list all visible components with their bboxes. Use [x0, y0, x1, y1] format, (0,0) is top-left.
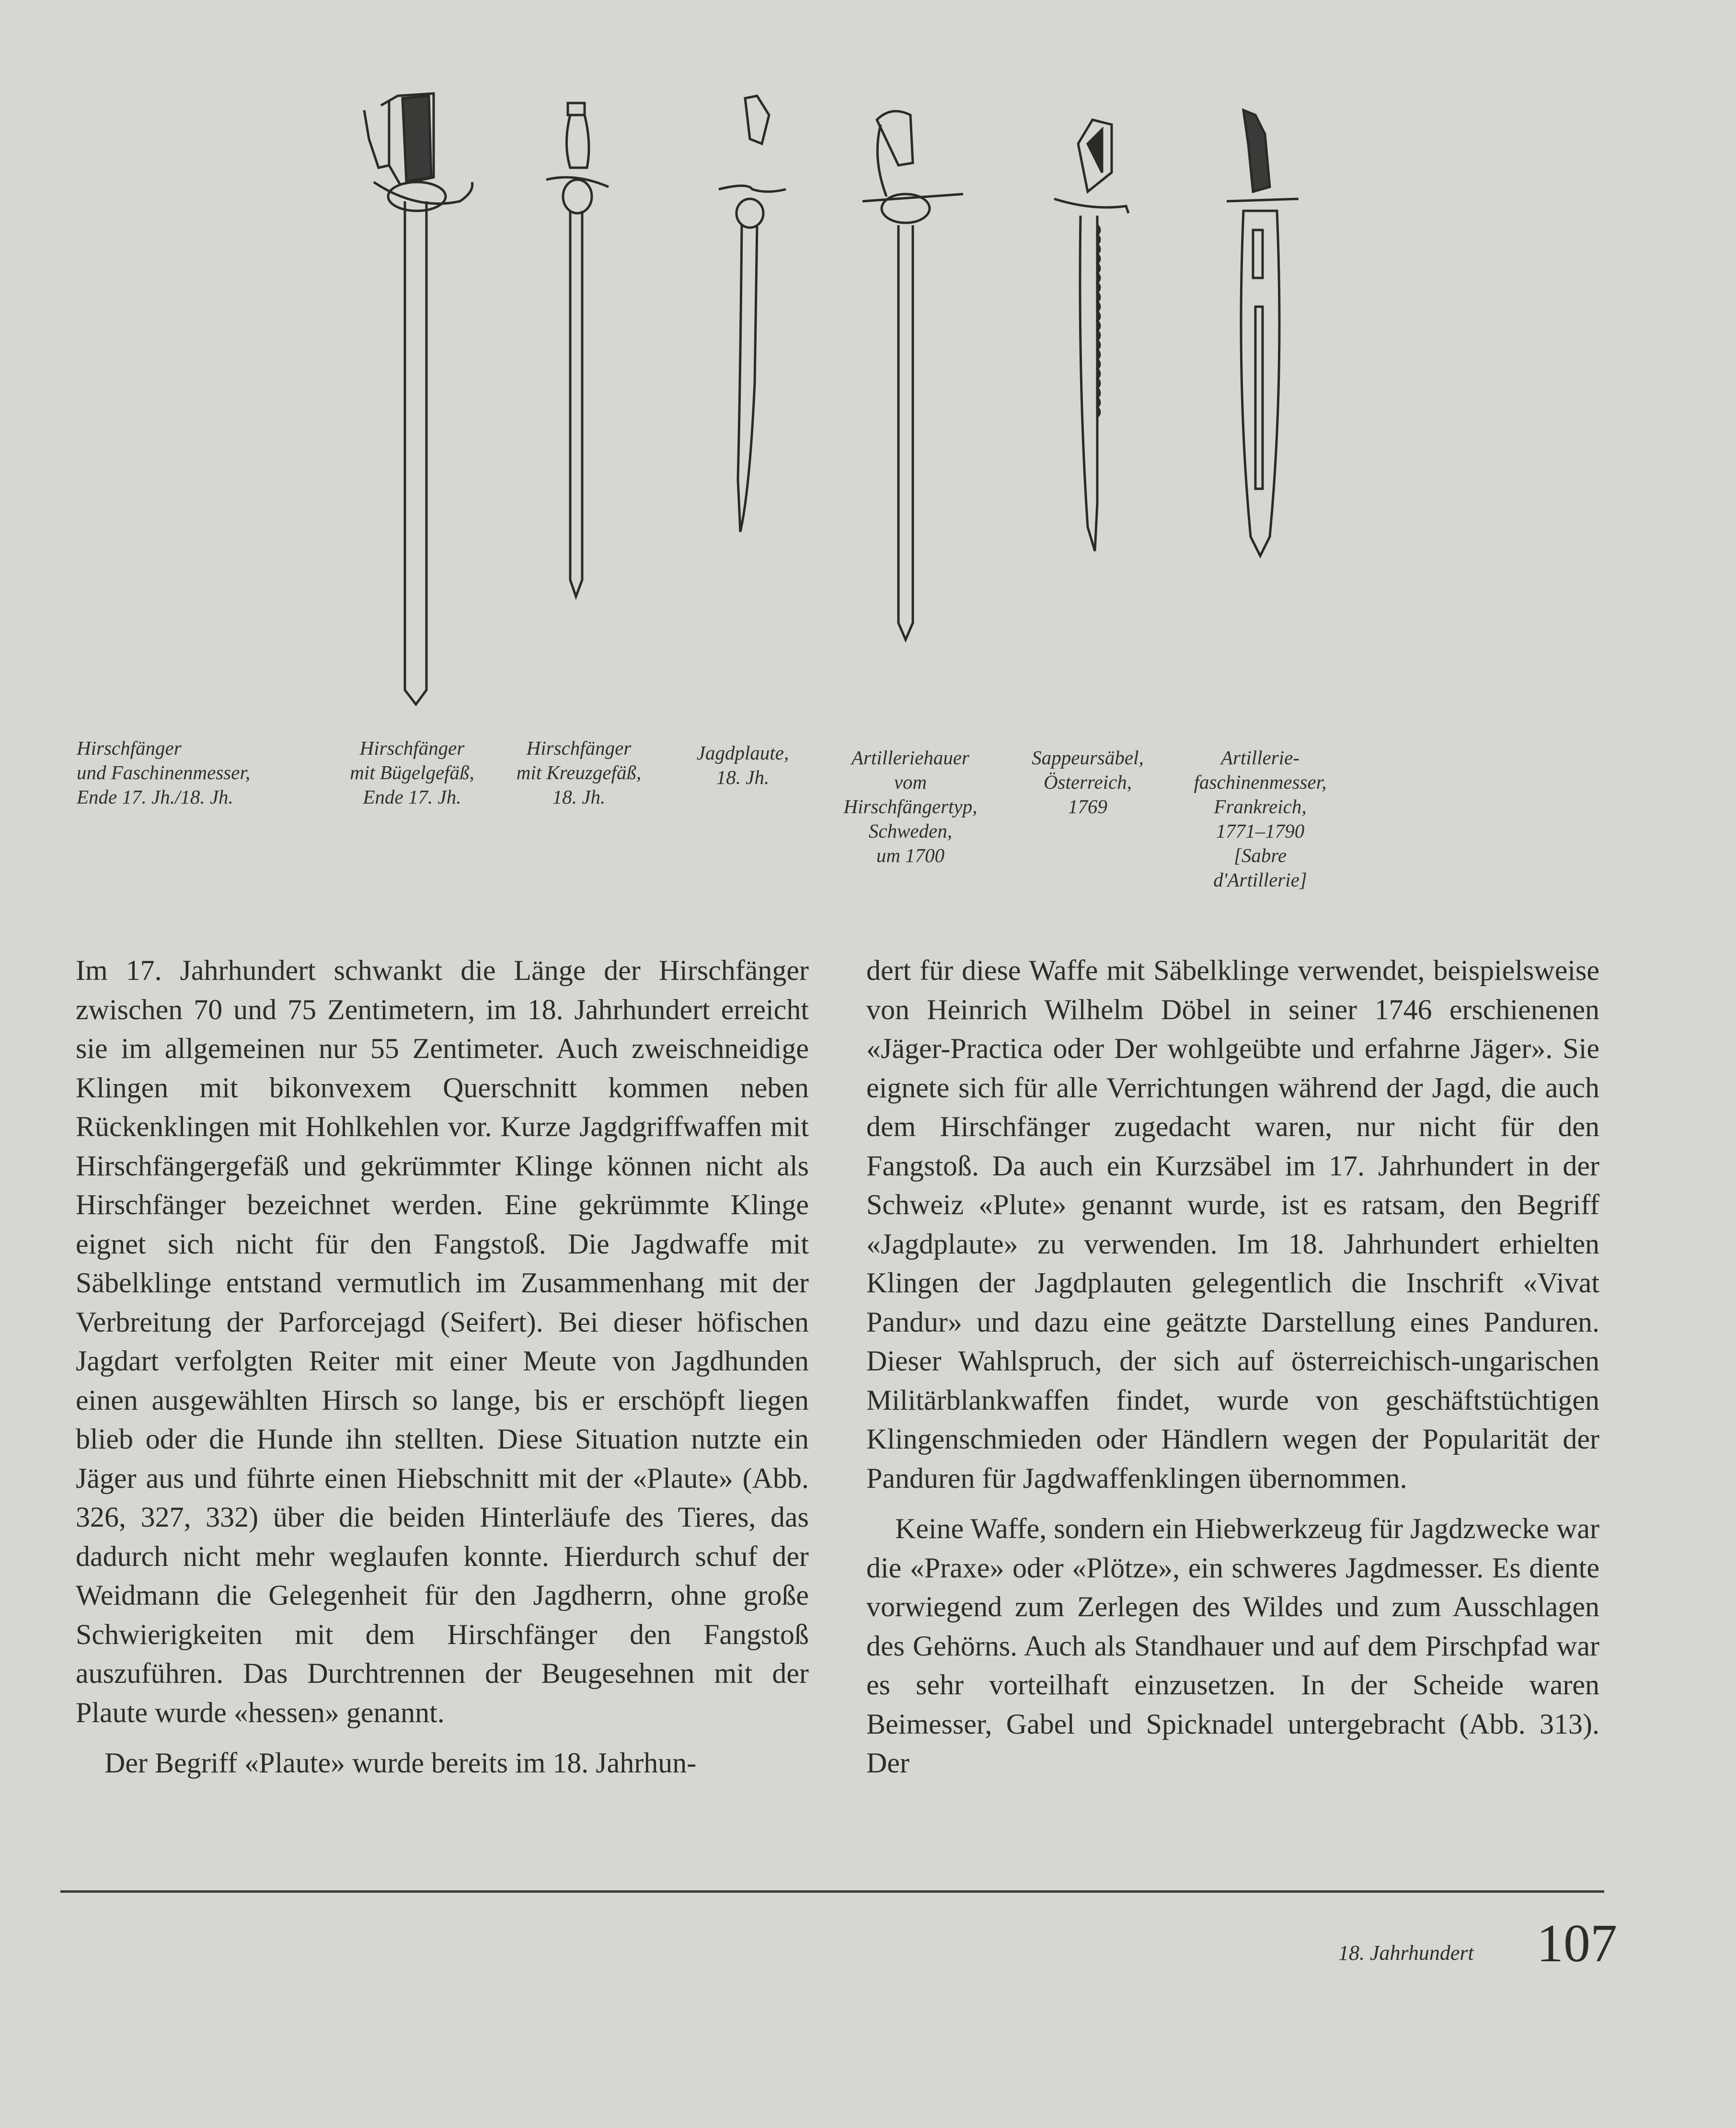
caption-line: Ende 17. Jh./18. Jh.	[77, 786, 233, 808]
figure-caption-2	[335, 736, 489, 809]
sword-illustration-4	[862, 111, 963, 640]
sword-illustration-6	[1227, 110, 1299, 556]
figure-caption-4	[685, 741, 800, 790]
sword-illustration-5	[1054, 120, 1128, 551]
caption-line: Schweden,	[868, 820, 953, 842]
weapons-illustration	[0, 0, 1736, 748]
caption-line: Sappeursäbel,	[1032, 747, 1144, 769]
body-paragraph: Keine Waffe, sondern ein Hiebwerkzeug für Jagdzwecke war die «Praxe» oder «Plötze», ein schweres Jagdmesser. Es diente vorwiegend zum Zerlegen des Wildes und zum Ausschlagen des Gehörns. Auch als Standhauer und auf dem Pirschpfad war es sehr vorteilhaft einzusetzen. In der Scheide waren Beimesser, Gabel und Spicknadel untergebracht (Abb. 313). Der	[866, 1513, 1599, 1779]
caption-line: und Faschinenmesser,	[77, 761, 251, 783]
figure-caption-6	[1016, 746, 1160, 819]
caption-line: 1771–1790	[1216, 820, 1305, 842]
figure-caption-1	[77, 736, 250, 809]
body-paragraph: Im 17. Jahrhundert schwankt die Länge der Hirschfänger zwischen 70 und 75 Zentimetern, im 18. Jahrhundert erreicht sie im allgemeinen nur 55 Zentimeter. Auch zweischneidige Klingen mit bikonvexem Querschnitt kommen neben Rückenklingen mit Hohlkehlen vor. Kurze Jagdgriffwaffen mit Hirschfängergefäß und gekrümmter Klinge können nicht als Hirschfänger bezeichnet werden. Eine gekrümmte Klinge eignet sich nicht für den Fangstoß. Die Jagdwaffe mit Säbelklinge entstand vermutlich im Zusammenhang mit der Verbreitung der Parforcejagd (Seifert). Bei dieser höfischen Jagdart verfolgten Reiter mit einer Meute von Jagdhunden einen ausgewählten Hirsch so lange, bis er erschöpft liegen blieb oder die Hunde ihn stellten. Diese Situation nutzte ein Jäger aus und führte einen Hiebschnitt mit der «Plaute» (Abb. 326, 327, 332) über die beiden Hinterläufe des Tieres, das dadurch nicht mehr weglaufen konnte. Hierdurch schuf der Weidmann die Gelegenheit für den Jagdherrn, ohne große Schwierigkeiten mit dem Hirschfänger den Fangstoß auszuführen. Das Durchtrennen der Beugesehnen mit der Plaute wurde «hessen» genannt.	[76, 955, 809, 1728]
caption-line: Hirschfänger	[526, 737, 632, 759]
caption-line: Hirschfängertyp,	[843, 795, 977, 817]
caption-line: mit Kreuzgefäß,	[516, 761, 642, 783]
sword-illustration-2	[546, 103, 609, 597]
body-paragraph: Der Begriff «Plaute» wurde bereits im 18. Jahrhun-	[104, 1747, 697, 1779]
text-column-left	[76, 951, 809, 1783]
caption-line: Hirschfänger	[359, 737, 465, 759]
caption-line: vom	[894, 771, 927, 793]
caption-line: [Sabre	[1233, 844, 1287, 866]
caption-line: mit Bügelgefäß,	[350, 761, 474, 783]
sword-illustration-3	[719, 96, 786, 532]
caption-line: Frankreich,	[1214, 795, 1307, 817]
body-paragraph: dert für diese Waffe mit Säbelklinge verwendet, beispielsweise von Heinrich Wilhelm Döbel in seiner 1746 erschienenen «Jäger-Practica oder Der wohlgeübte und erfahrne Jäger». Sie eignete sich für alle Verrichtungen während der Jagd, die auch dem Hirschfänger zugedacht waren, nur nicht für den Fangstoß. Da auch ein Kurzsäbel im 17. Jahrhundert in der Schweiz «Plute» genannt wurde, ist es ratsam, den Begriff «Jagdplaute» zu verwenden. Im 18. Jahrhundert erhielten Klingen der Jagdplauten gelegentlich die Inschrift «Vivat Pandur» und dazu eine geätzte Darstellung eines Panduren. Dieser Wahlspruch, der sich auf österreichisch-ungarischen Militärblankwaffen findet, wurde von geschäftstüchtigen Klingenschmieden oder Händlern wegen der Popularität der Panduren für Jagdwaffenklingen übernommen.	[866, 955, 1599, 1494]
figure-caption-7	[1179, 746, 1342, 892]
text-column-right	[866, 951, 1599, 1783]
running-footer-section: 18. Jahrhundert	[1338, 1941, 1474, 1965]
caption-line: 18. Jh.	[716, 766, 770, 788]
caption-line: d'Artillerie]	[1213, 869, 1307, 891]
caption-line: Artilleriehauer	[851, 747, 969, 769]
sword-illustration-1	[364, 93, 472, 704]
caption-line: um 1700	[876, 844, 945, 866]
footer-rule	[60, 1890, 1604, 1893]
caption-line: Hirschfänger	[77, 737, 182, 759]
figure-caption-3	[502, 736, 655, 809]
caption-line: 1769	[1068, 795, 1107, 817]
caption-line: 18. Jh.	[552, 786, 606, 808]
caption-line: Artillerie-	[1221, 747, 1299, 769]
page-number: 107	[1537, 1914, 1617, 1973]
caption-line: Österreich,	[1043, 771, 1132, 793]
caption-line: Jagdplaute,	[696, 742, 789, 764]
figure-caption-5	[834, 746, 987, 868]
caption-line: faschinenmesser,	[1194, 771, 1327, 793]
caption-line: Ende 17. Jh.	[363, 786, 461, 808]
